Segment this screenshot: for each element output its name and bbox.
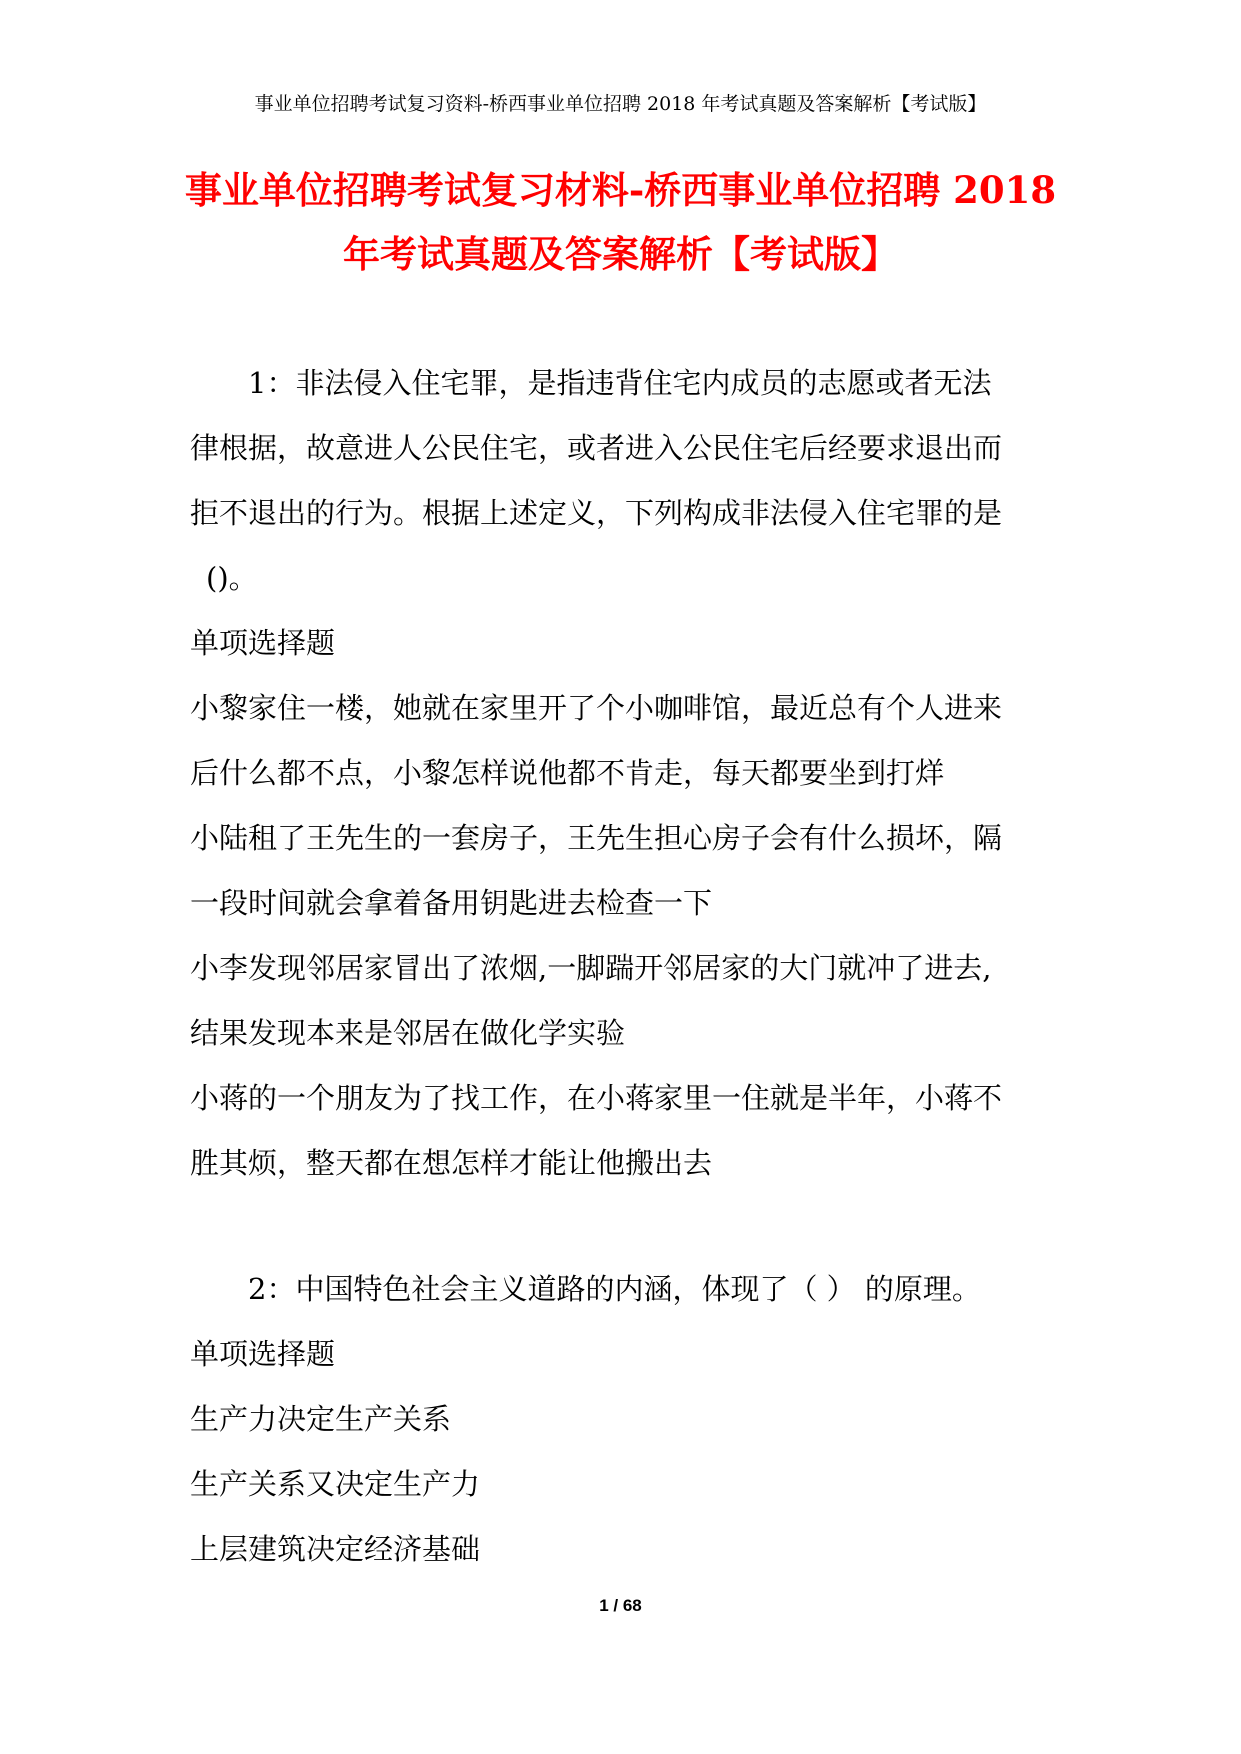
option-line: 上层建筑决定经济基础 (190, 1532, 481, 1566)
question-stem-line: 律根据，故意进人公民住宅，或者进入公民住宅后经要求退出而 (190, 431, 1003, 465)
option-line: 小黎家住一楼，她就在家里开了个小咖啡馆，最近总有个人进来 (190, 691, 1003, 725)
option-line: 一段时间就会拿着备用钥匙进去检查一下 (190, 886, 713, 920)
question-stem-line: ()。 (206, 561, 258, 595)
question-stem-line: 1：非法侵入住宅罪，是指违背住宅内成员的志愿或者无法 (248, 366, 992, 400)
option-line: 胜其烦，整天都在想怎样才能让他搬出去 (190, 1146, 713, 1180)
page-number: 1 / 68 (599, 1596, 642, 1615)
question-stem-line: 2：中国特色社会主义道路的内涵，体现了（ ） 的原理。 (248, 1272, 981, 1306)
question-stem-line: 拒不退出的行为。根据上述定义，下列构成非法侵入住宅罪的是 (190, 496, 1003, 530)
document-title-line-1: 事业单位招聘考试复习材料-桥西事业单位招聘 2018 (184, 168, 1057, 212)
document-title (140, 158, 1101, 286)
question-1 (190, 351, 1070, 1196)
running-header: 事业单位招聘考试复习资料-桥西事业单位招聘 2018 年考试真题及答案解析【考试版】 (254, 93, 987, 115)
question-type: 单项选择题 (190, 626, 336, 660)
option-line: 小陆租了王先生的一套房子，王先生担心房子会有什么损坏，隔 (190, 821, 1003, 855)
option-line: 小蒋的一个朋友为了找工作，在小蒋家里一住就是半年，小蒋不 (190, 1081, 1003, 1115)
option-line: 后什么都不点，小黎怎样说他都不肯走，每天都要坐到打烊 (190, 756, 945, 790)
document-title-line-2: 年考试真题及答案解析【考试版】 (343, 232, 898, 276)
option-line: 结果发现本来是邻居在做化学实验 (190, 1016, 626, 1050)
question-2 (190, 1257, 1070, 1582)
option-line: 生产关系又决定生产力 (190, 1467, 481, 1501)
option-line: 生产力决定生产关系 (190, 1402, 452, 1436)
option-line: 小李发现邻居家冒出了浓烟,一脚踹开邻居家的大门就冲了进去, (190, 951, 992, 985)
question-type: 单项选择题 (190, 1337, 336, 1371)
